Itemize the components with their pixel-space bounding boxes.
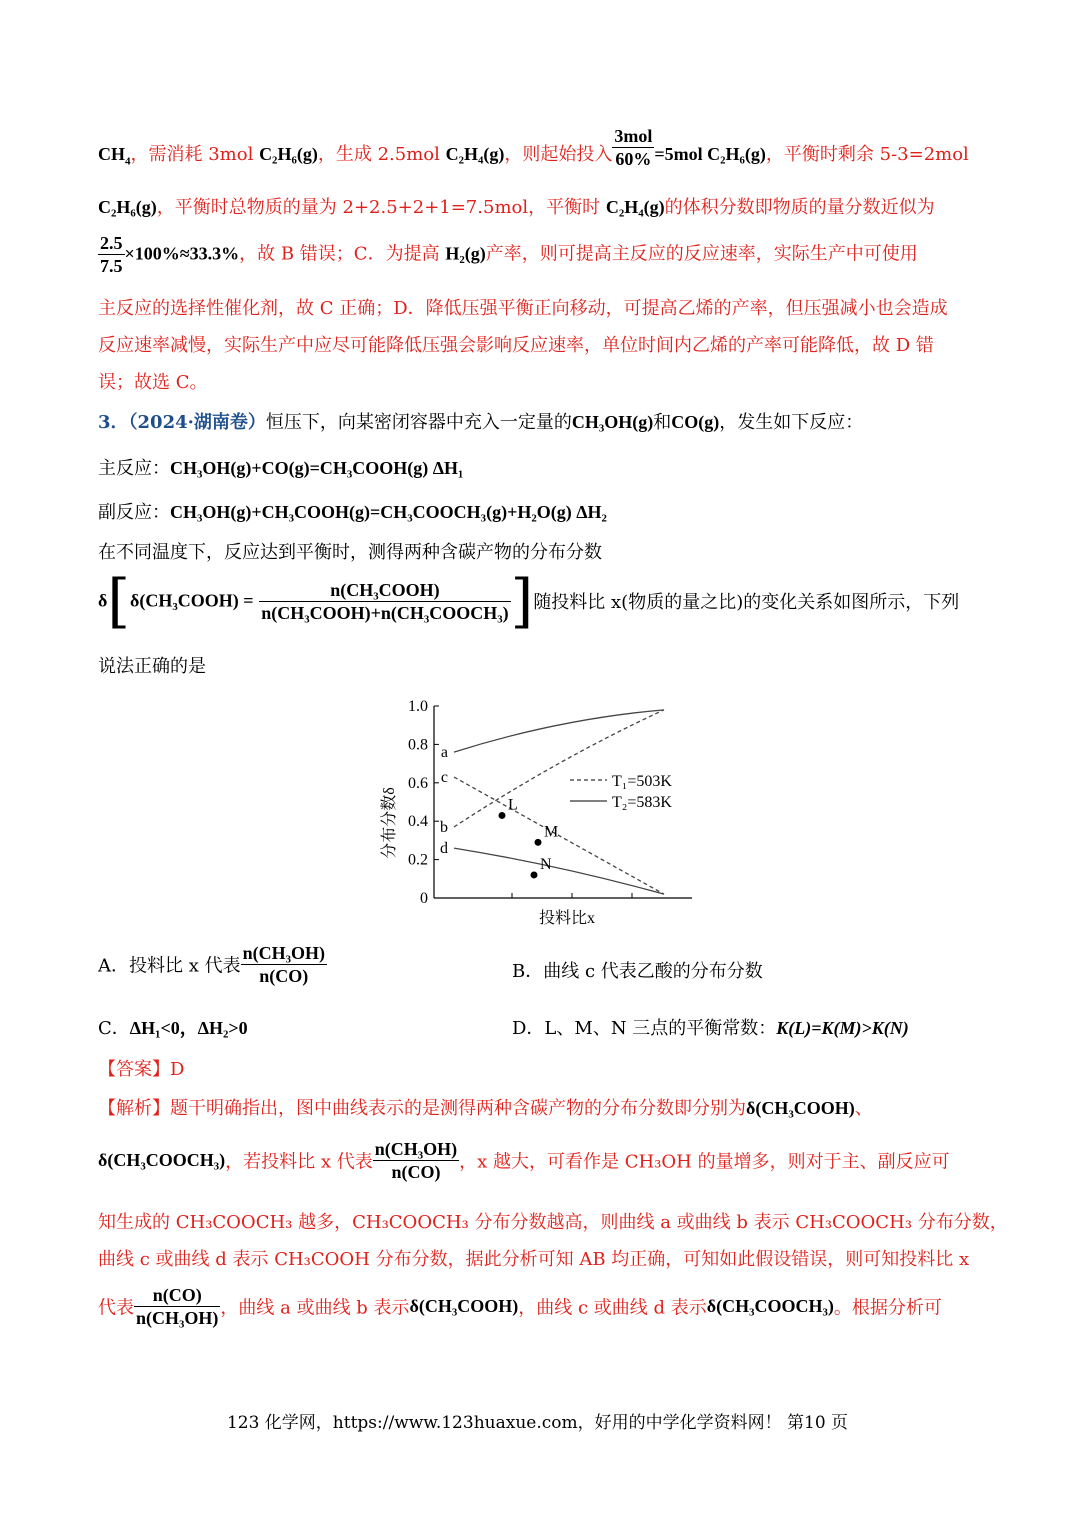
curve-label-d: d (440, 840, 448, 858)
para1-line4: 主反应的选择性催化剂，故 C 正确；D．降低压强平衡正向移动，可提高乙烯的产率，但压强减小也会造成 (98, 298, 948, 319)
question-3-stem: 3．（2024·湖南卷）恒压下，向某密闭容器中充入一定量的CH₃OH(g)和CO(g)，发生如下反应： (98, 412, 864, 433)
y-tick-label: 0.4 (408, 813, 428, 831)
curve-label-a: a (440, 744, 448, 762)
option-a[interactable]: A．投料比 x 代表 $\frac{\text{n(CH₃OH)}}{n(CO)}$ (98, 943, 325, 986)
option-d[interactable]: D．L、M、N 三点的平衡常数：K(L)=K(M)>K(N) (512, 1018, 909, 1039)
curve-label-b: b (440, 818, 448, 836)
point-L (499, 812, 506, 819)
para1-line6: 误；故选 C。 (98, 372, 208, 393)
side-reaction: 副反应：CH₃OH(g)+CH₃COOH(g)=CH₃COOCH₃(g)+H₂O(g) ΔH₂ (98, 502, 607, 523)
left-bracket: [ (107, 567, 130, 635)
y-ticks (408, 698, 632, 907)
y-axis-label: 分布分数δ (381, 787, 398, 859)
y-tick-label: 0.8 (408, 736, 428, 754)
analysis-line3: 知生成的 CH₃COOCH₃ 越多，CH₃COOCH₃ 分布分数越高，则曲线 a 或曲线 b 表示 CH₃COOCH₃ 分布分数， (98, 1212, 1008, 1233)
fraction-2.5-7.5: $\frac{2.5}{7.5}$ (100, 233, 123, 276)
right-bracket: ] (510, 567, 534, 635)
analysis-line1: 【解析】题干明确指出，图中曲线表示的是测得两种含碳产物的分布分数即分别为δ(CH₃COOH)、 (98, 1098, 873, 1119)
option-a-fraction: $\frac{\text{n(CH₃OH)}}{n(CO)}$ (242, 943, 325, 986)
point-label-N: N (540, 855, 552, 873)
page-footer: 123 化学网，https://www.123huaxue.com，好用的中学化学资料网！ 第10 页 (226, 1413, 849, 1433)
option-c[interactable]: C．ΔH₁<0，ΔH₂>0 (98, 1018, 248, 1039)
answer: 【答案】D (98, 1059, 185, 1080)
delta-fraction: $\frac{\text{n(CH₃COOH)}}{\text{n(CH₃COOH)+n(CH₃COOCH₃)}}$ (261, 579, 509, 623)
curve-a (454, 710, 664, 752)
points (499, 796, 559, 878)
curve-label-c: c (440, 769, 448, 787)
para1-line5: 反应速率减慢，实际生产中应尽可能降低压强会影响反应速率，单位时间内乙烯的产率可能降低，故 D 错 (98, 335, 934, 356)
analysis-line5: 代表 $\frac{n(CO)}{\text{n(CH₃OH)}}$ ，曲线 a 或曲线 b 表示δ(CH₃COOH)，曲线 c 或曲线 d 表示δ(CH₃COOCH₃)。根据分析可 (98, 1285, 942, 1328)
main-reaction: 主反应：CH₃OH(g)+CO(g)=CH₃COOH(g) ΔH₁ (98, 458, 464, 479)
para1-line2: C₂H₆(g)，平衡时总物质的量为 2+2.5+2+1=7.5mol，平衡时 C₂H₄(g)的体积分数即物质的量分数近似为 (98, 197, 935, 218)
ch4-formula: $CH_4$ (98, 144, 131, 168)
legend-t1: T₁=503K (612, 773, 672, 790)
point-N (531, 871, 538, 878)
para1-line3: $\frac{2.5}{7.5}$ ×100%≈33.3%，故 B 错误；C．为提高 H₂(g)产率，则可提高主反应的反应速率，实际生产中可使用 (100, 233, 918, 276)
option-b[interactable]: B．曲线 c 代表乙酸的分布分数 (512, 961, 763, 982)
question-desc3: 说法正确的是 (98, 656, 206, 677)
delta-definition-line: δ[δ(CH₃COOH) = $\frac{\text{n(CH₃COOH)}}{\text{n(CH₃COOH)+n(CH₃COOCH₃)}}$ ]随投料比 x(物质的量之比)的变化关系如图所示，下列 (98, 567, 960, 635)
y-tick-label: 0 (420, 890, 428, 907)
analysis-line2: δ(CH₃COOCH₃)，若投料比 x 代表 $\frac{\text{n(CH₃OH)}}{n(CO)}$ ，x 越大，可看作是 CH₃OH 的量增多，则对于主、副反应可 (98, 1139, 950, 1182)
x-axis-label: 投料比x (538, 910, 596, 927)
point-M (535, 839, 542, 846)
curve-d (454, 848, 664, 894)
analysis-fraction-2: $\frac{n(CO)}{\text{n(CH₃OH)}}$ (136, 1285, 219, 1328)
distribution-fraction-chart (372, 688, 702, 933)
fraction-3mol-60pct: $\frac{\text{3mol}}{60\%}$ (614, 125, 653, 169)
para1-line1: $CH_4$，需消耗 3mol C₂H₆(g)，生成 2.5mol C₂H₄(g)，则起始投入 $\frac{\text{3mol}}{60\%}$ =5mol C₂H₆(g)，平衡时剩余 5-3=2mol (98, 125, 969, 169)
y-tick-label: 0.2 (408, 851, 428, 869)
legend (570, 773, 672, 811)
point-label-L: L (508, 796, 518, 814)
y-tick-label: 0.6 (408, 774, 428, 792)
analysis-line4: 曲线 c 或曲线 d 表示 CH₃COOH 分布分数，据此分析可知 AB 均正确，可知如此假设错误，则可知投料比 x (98, 1249, 970, 1270)
y-tick-label: 1.0 (408, 698, 428, 715)
point-label-M: M (544, 823, 559, 841)
question-desc1: 在不同温度下，反应达到平衡时，测得两种含碳产物的分布分数 (98, 542, 602, 563)
analysis-fraction-1: $\frac{\text{n(CH₃OH)}}{n(CO)}$ (374, 1139, 458, 1182)
legend-t2: T₂=583K (612, 794, 672, 811)
